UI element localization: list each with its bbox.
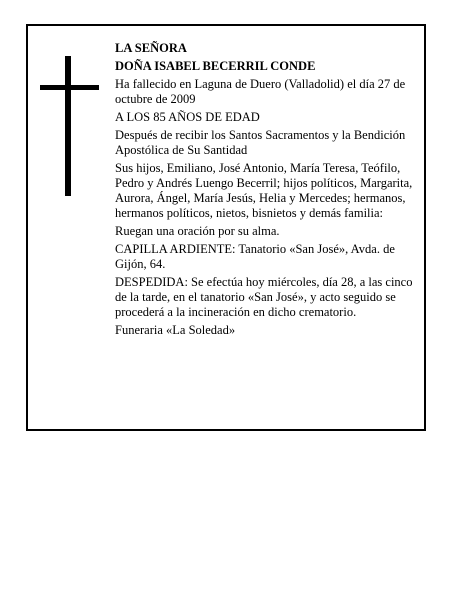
prayer-line: Ruegan una oración por su alma.	[115, 224, 280, 238]
obituary-notice	[26, 24, 426, 431]
farewell-paragraph: DESPEDIDA: Se efectúa hoy miércoles, día 28, a las cinco de la tarde, en el tanatorio «San José», y acto seguido se procederá a la incineración en dicho crematorio.	[115, 275, 413, 319]
age-line: A LOS 85 AÑOS DE EDAD	[115, 110, 260, 124]
death-info: Ha fallecido en Laguna de Duero (Valladolid) el día 27 de octubre de 2009	[115, 77, 406, 106]
cross-horizontal-bar	[40, 85, 99, 90]
obituary-text	[115, 41, 427, 341]
sacraments-line: Después de recibir los Santos Sacramentos y la Bendición Apostólica de Su Santidad	[115, 128, 406, 157]
family-paragraph: Sus hijos, Emiliano, José Antonio, María Teresa, Teófilo, Pedro y Andrés Luengo Becerril; hijos políticos, Margarita, Aurora, Ángel, María Jesús, Helia y Mercedes; hermanos, hermanos políticos, nietos, bisnietos y demás familia:	[115, 161, 413, 220]
cross-vertical-bar	[65, 56, 71, 196]
deceased-name: DOÑA ISABEL BECERRIL CONDE	[115, 59, 316, 73]
honorific-line: LA SEÑORA	[115, 41, 187, 55]
chapel-line: CAPILLA ARDIENTE: Tanatorio «San José», Avda. de Gijón, 64.	[115, 242, 395, 271]
funeral-home-line: Funeraria «La Soledad»	[115, 323, 236, 337]
